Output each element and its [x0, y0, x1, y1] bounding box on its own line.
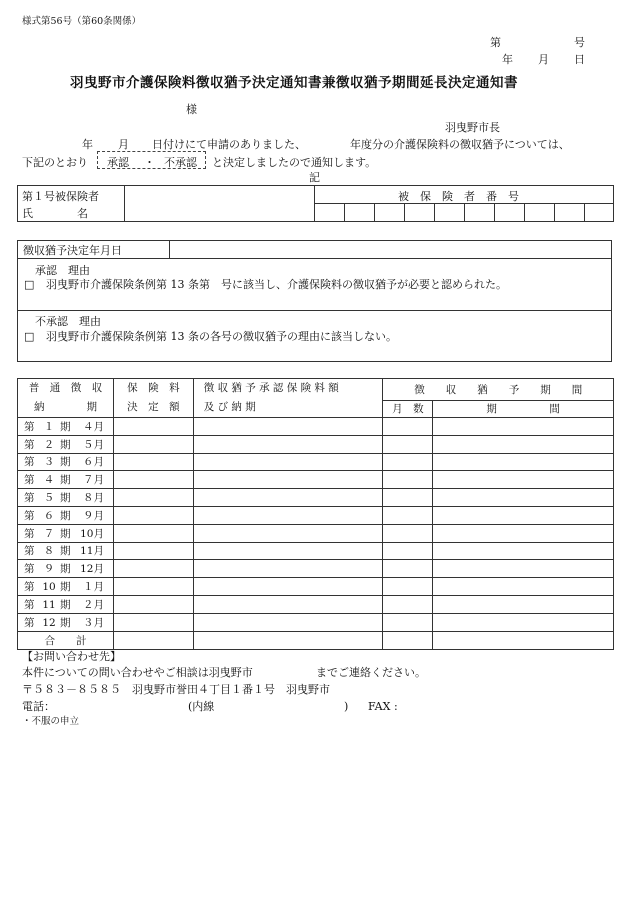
period-prefix: 第: [24, 420, 35, 433]
approved-cell[interactable]: [193, 471, 383, 489]
contact-tel: 電話：: [22, 700, 55, 713]
months-cell[interactable]: [383, 453, 433, 471]
period-month: ３月: [83, 616, 104, 629]
months-cell[interactable]: [383, 489, 433, 507]
months-cell[interactable]: [383, 613, 433, 631]
contact-ext: (内線: [188, 700, 215, 713]
approval-choice-box[interactable]: [97, 151, 206, 169]
period-number: ７: [43, 527, 55, 540]
period-suffix: 期: [60, 598, 71, 611]
term-period-cell[interactable]: [433, 506, 614, 524]
doc-number-prefix: 第: [490, 36, 501, 49]
amount-cell[interactable]: [113, 524, 193, 542]
term-period-cell[interactable]: [433, 613, 614, 631]
period-cell: [18, 435, 114, 453]
schedule-table: [17, 378, 614, 650]
term-period-cell[interactable]: [433, 489, 614, 507]
approved-cell[interactable]: [193, 506, 383, 524]
table-row: [18, 595, 614, 613]
period-cell: [18, 595, 114, 613]
period-number: 11: [42, 598, 56, 611]
amount-cell[interactable]: [113, 471, 193, 489]
header-amount-bottom: 決 定 額: [127, 401, 180, 413]
approved-cell[interactable]: [193, 489, 383, 507]
addressee-suffix: 様: [186, 103, 197, 116]
insured-label-bottom: 氏 名: [22, 207, 88, 220]
months-cell[interactable]: [383, 506, 433, 524]
approved-cell[interactable]: [193, 613, 383, 631]
term-period-cell[interactable]: [433, 542, 614, 560]
approved-cell[interactable]: [193, 560, 383, 578]
header-amount: [113, 379, 193, 418]
header-period-top: 普 通 徴 収: [28, 382, 103, 394]
period-number: ３: [43, 456, 55, 469]
body-fiscal-text: 年度分の介護保険料の徴収猶予については、: [350, 138, 570, 151]
contact-line1-b: までご連絡ください。: [316, 666, 426, 679]
period-number: 12: [42, 616, 56, 629]
header-months: 月 数: [383, 400, 433, 417]
period-prefix: 第: [24, 492, 35, 505]
header-term: 徴 収 猶 予 期 間: [383, 379, 614, 401]
contact-line1-a: 本件についての問い合わせやご相談は羽曳野市: [22, 666, 253, 679]
document-title: 羽曳野市介護保険料徴収猶予決定通知書兼徴収猶予期間延長決定通知書: [70, 75, 518, 91]
period-month: 10月: [80, 527, 104, 540]
decision-date-label: 徴収猶予決定年月日: [23, 244, 122, 257]
period-suffix: 期: [60, 492, 71, 505]
period-prefix: 第: [24, 456, 35, 469]
form-number: 様式第56号（第60条関係）: [22, 16, 142, 27]
amount-cell[interactable]: [113, 542, 193, 560]
period-suffix: 期: [60, 545, 71, 558]
approve-option[interactable]: 承認: [107, 156, 129, 169]
table-row: [18, 418, 614, 436]
months-cell[interactable]: [383, 418, 433, 436]
table-row: [18, 435, 614, 453]
approve-checkbox[interactable]: □: [24, 278, 35, 291]
period-prefix: 第: [24, 527, 35, 540]
months-cell[interactable]: [383, 560, 433, 578]
decision-box: [17, 240, 612, 362]
period-prefix: 第: [24, 616, 35, 629]
total-months-cell[interactable]: [383, 631, 433, 649]
amount-cell[interactable]: [113, 418, 193, 436]
period-cell: [18, 471, 114, 489]
period-suffix: 期: [60, 616, 71, 629]
body-month: 月: [118, 138, 129, 151]
contact-ext-close: ): [344, 700, 349, 713]
period-cell: [18, 489, 114, 507]
table-row: [18, 578, 614, 596]
date-year: 年: [502, 53, 513, 66]
approved-cell[interactable]: [193, 418, 383, 436]
period-cell: [18, 542, 114, 560]
period-month: 12月: [80, 563, 104, 576]
period-month: ６月: [83, 456, 104, 469]
insured-table: [17, 185, 614, 222]
period-number: ２: [43, 438, 55, 451]
period-prefix: 第: [24, 474, 35, 487]
doc-number-suffix: 号: [574, 36, 585, 49]
reject-reason-text: 羽曳野市介護保険条例第 13 条の各号の徴収猶予の理由に該当しない。: [46, 330, 397, 343]
table-row: [18, 471, 614, 489]
term-period-cell[interactable]: [433, 560, 614, 578]
approve-reason-text: 羽曳野市介護保険条例第 13 条第 号に該当し、介護保険料の徴収猶予が必要と認められた。: [46, 278, 507, 291]
amount-cell[interactable]: [113, 578, 193, 596]
header-approved-bottom: 及 び 納 期: [203, 401, 256, 413]
amount-cell[interactable]: [113, 453, 193, 471]
period-number: １: [43, 420, 55, 433]
period-cell: [18, 506, 114, 524]
period-prefix: 第: [24, 563, 35, 576]
months-cell[interactable]: [383, 595, 433, 613]
term-period-cell[interactable]: [433, 595, 614, 613]
approved-cell[interactable]: [193, 595, 383, 613]
table-row: [18, 506, 614, 524]
period-suffix: 期: [60, 509, 71, 522]
total-approved-cell[interactable]: [193, 631, 383, 649]
ki-label: 記: [309, 171, 320, 184]
total-amount-cell[interactable]: [113, 631, 193, 649]
term-period-cell[interactable]: [433, 453, 614, 471]
period-month: １月: [83, 581, 104, 594]
issuer: 羽曳野市長: [445, 121, 500, 134]
header-approved: [193, 379, 383, 418]
period-suffix: 期: [60, 527, 71, 540]
header-amount-top: 保 険 料: [127, 382, 180, 394]
body-line2-suffix: と決定しましたので通知します。: [212, 156, 377, 169]
approved-cell[interactable]: [193, 453, 383, 471]
period-cell: [18, 560, 114, 578]
approved-cell[interactable]: [193, 435, 383, 453]
date-day: 日: [574, 53, 585, 66]
contact-fax: FAX :: [368, 700, 398, 713]
approved-cell[interactable]: [193, 542, 383, 560]
insured-label-top: 第１号被保険者: [22, 190, 99, 203]
period-suffix: 期: [60, 474, 71, 487]
period-suffix: 期: [60, 420, 71, 433]
body-date-text: 日付けにて申請のありました、: [152, 138, 306, 151]
amount-cell[interactable]: [113, 489, 193, 507]
period-month: ９月: [83, 509, 104, 522]
period-prefix: 第: [24, 438, 35, 451]
header-approved-top: 徴 収 猶 予 承 認 保 険 料 額: [203, 382, 339, 394]
approve-reason-label: 承認 理由: [35, 264, 90, 277]
period-cell: [18, 453, 114, 471]
period-month: ７月: [83, 474, 104, 487]
period-month: ４月: [83, 420, 104, 433]
period-number: ９: [43, 563, 55, 576]
term-period-cell[interactable]: [433, 418, 614, 436]
table-row: [18, 453, 614, 471]
months-cell[interactable]: [383, 524, 433, 542]
body-year: 年: [82, 138, 93, 151]
period-prefix: 第: [24, 545, 35, 558]
period-number: 10: [42, 581, 56, 594]
term-period-cell[interactable]: [433, 524, 614, 542]
amount-cell[interactable]: [113, 435, 193, 453]
table-row: [18, 524, 614, 542]
period-prefix: 第: [24, 509, 35, 522]
approved-cell[interactable]: [193, 578, 383, 596]
months-cell[interactable]: [383, 471, 433, 489]
months-cell[interactable]: [383, 578, 433, 596]
table-row: [18, 489, 614, 507]
period-prefix: 第: [24, 581, 35, 594]
contact-heading: 【お問い合わせ先】: [22, 650, 121, 663]
body-line2-prefix: 下記のとおり: [22, 156, 88, 169]
amount-cell[interactable]: [113, 595, 193, 613]
reject-checkbox[interactable]: □: [24, 330, 35, 343]
period-cell: [18, 418, 114, 436]
table-row: [18, 542, 614, 560]
term-period-cell[interactable]: [433, 471, 614, 489]
period-cell: [18, 524, 114, 542]
total-label: 合 計: [18, 631, 114, 649]
months-cell[interactable]: [383, 542, 433, 560]
table-row: [18, 613, 614, 631]
insured-number-label: 被 保 険 者 番 号: [398, 190, 519, 203]
contact-address: 〒５８３－８５８５ 羽曳野市誉田４丁目１番１号 羽曳野市: [22, 683, 330, 696]
period-suffix: 期: [60, 581, 71, 594]
period-suffix: 期: [60, 456, 71, 469]
period-month: ８月: [83, 492, 104, 505]
period-prefix: 第: [24, 598, 35, 611]
header-term-period: 期 間: [433, 400, 614, 417]
period-number: ６: [43, 509, 55, 522]
period-number: ８: [43, 545, 55, 558]
amount-cell[interactable]: [113, 560, 193, 578]
date-month: 月: [538, 53, 549, 66]
reject-option[interactable]: 不承認: [164, 156, 197, 169]
total-period-cell[interactable]: [433, 631, 614, 649]
term-period-cell[interactable]: [433, 578, 614, 596]
period-month: 11月: [80, 545, 104, 558]
approved-cell[interactable]: [193, 524, 383, 542]
period-suffix: 期: [60, 563, 71, 576]
period-month: ５月: [83, 438, 104, 451]
appeal-note: ・不服の申立: [22, 716, 80, 727]
term-period-cell[interactable]: [433, 435, 614, 453]
choice-separator: ・: [144, 156, 155, 169]
period-suffix: 期: [60, 438, 71, 451]
table-row: [18, 560, 614, 578]
period-month: ２月: [83, 598, 104, 611]
period-cell: [18, 578, 114, 596]
reject-reason-label: 不承認 理由: [35, 315, 101, 328]
header-period-bottom: 納 期: [33, 401, 97, 413]
amount-cell[interactable]: [113, 506, 193, 524]
period-number: ５: [43, 492, 55, 505]
period-cell: [18, 613, 114, 631]
amount-cell[interactable]: [113, 613, 193, 631]
period-number: ４: [43, 474, 55, 487]
header-period: [18, 379, 114, 418]
months-cell[interactable]: [383, 435, 433, 453]
